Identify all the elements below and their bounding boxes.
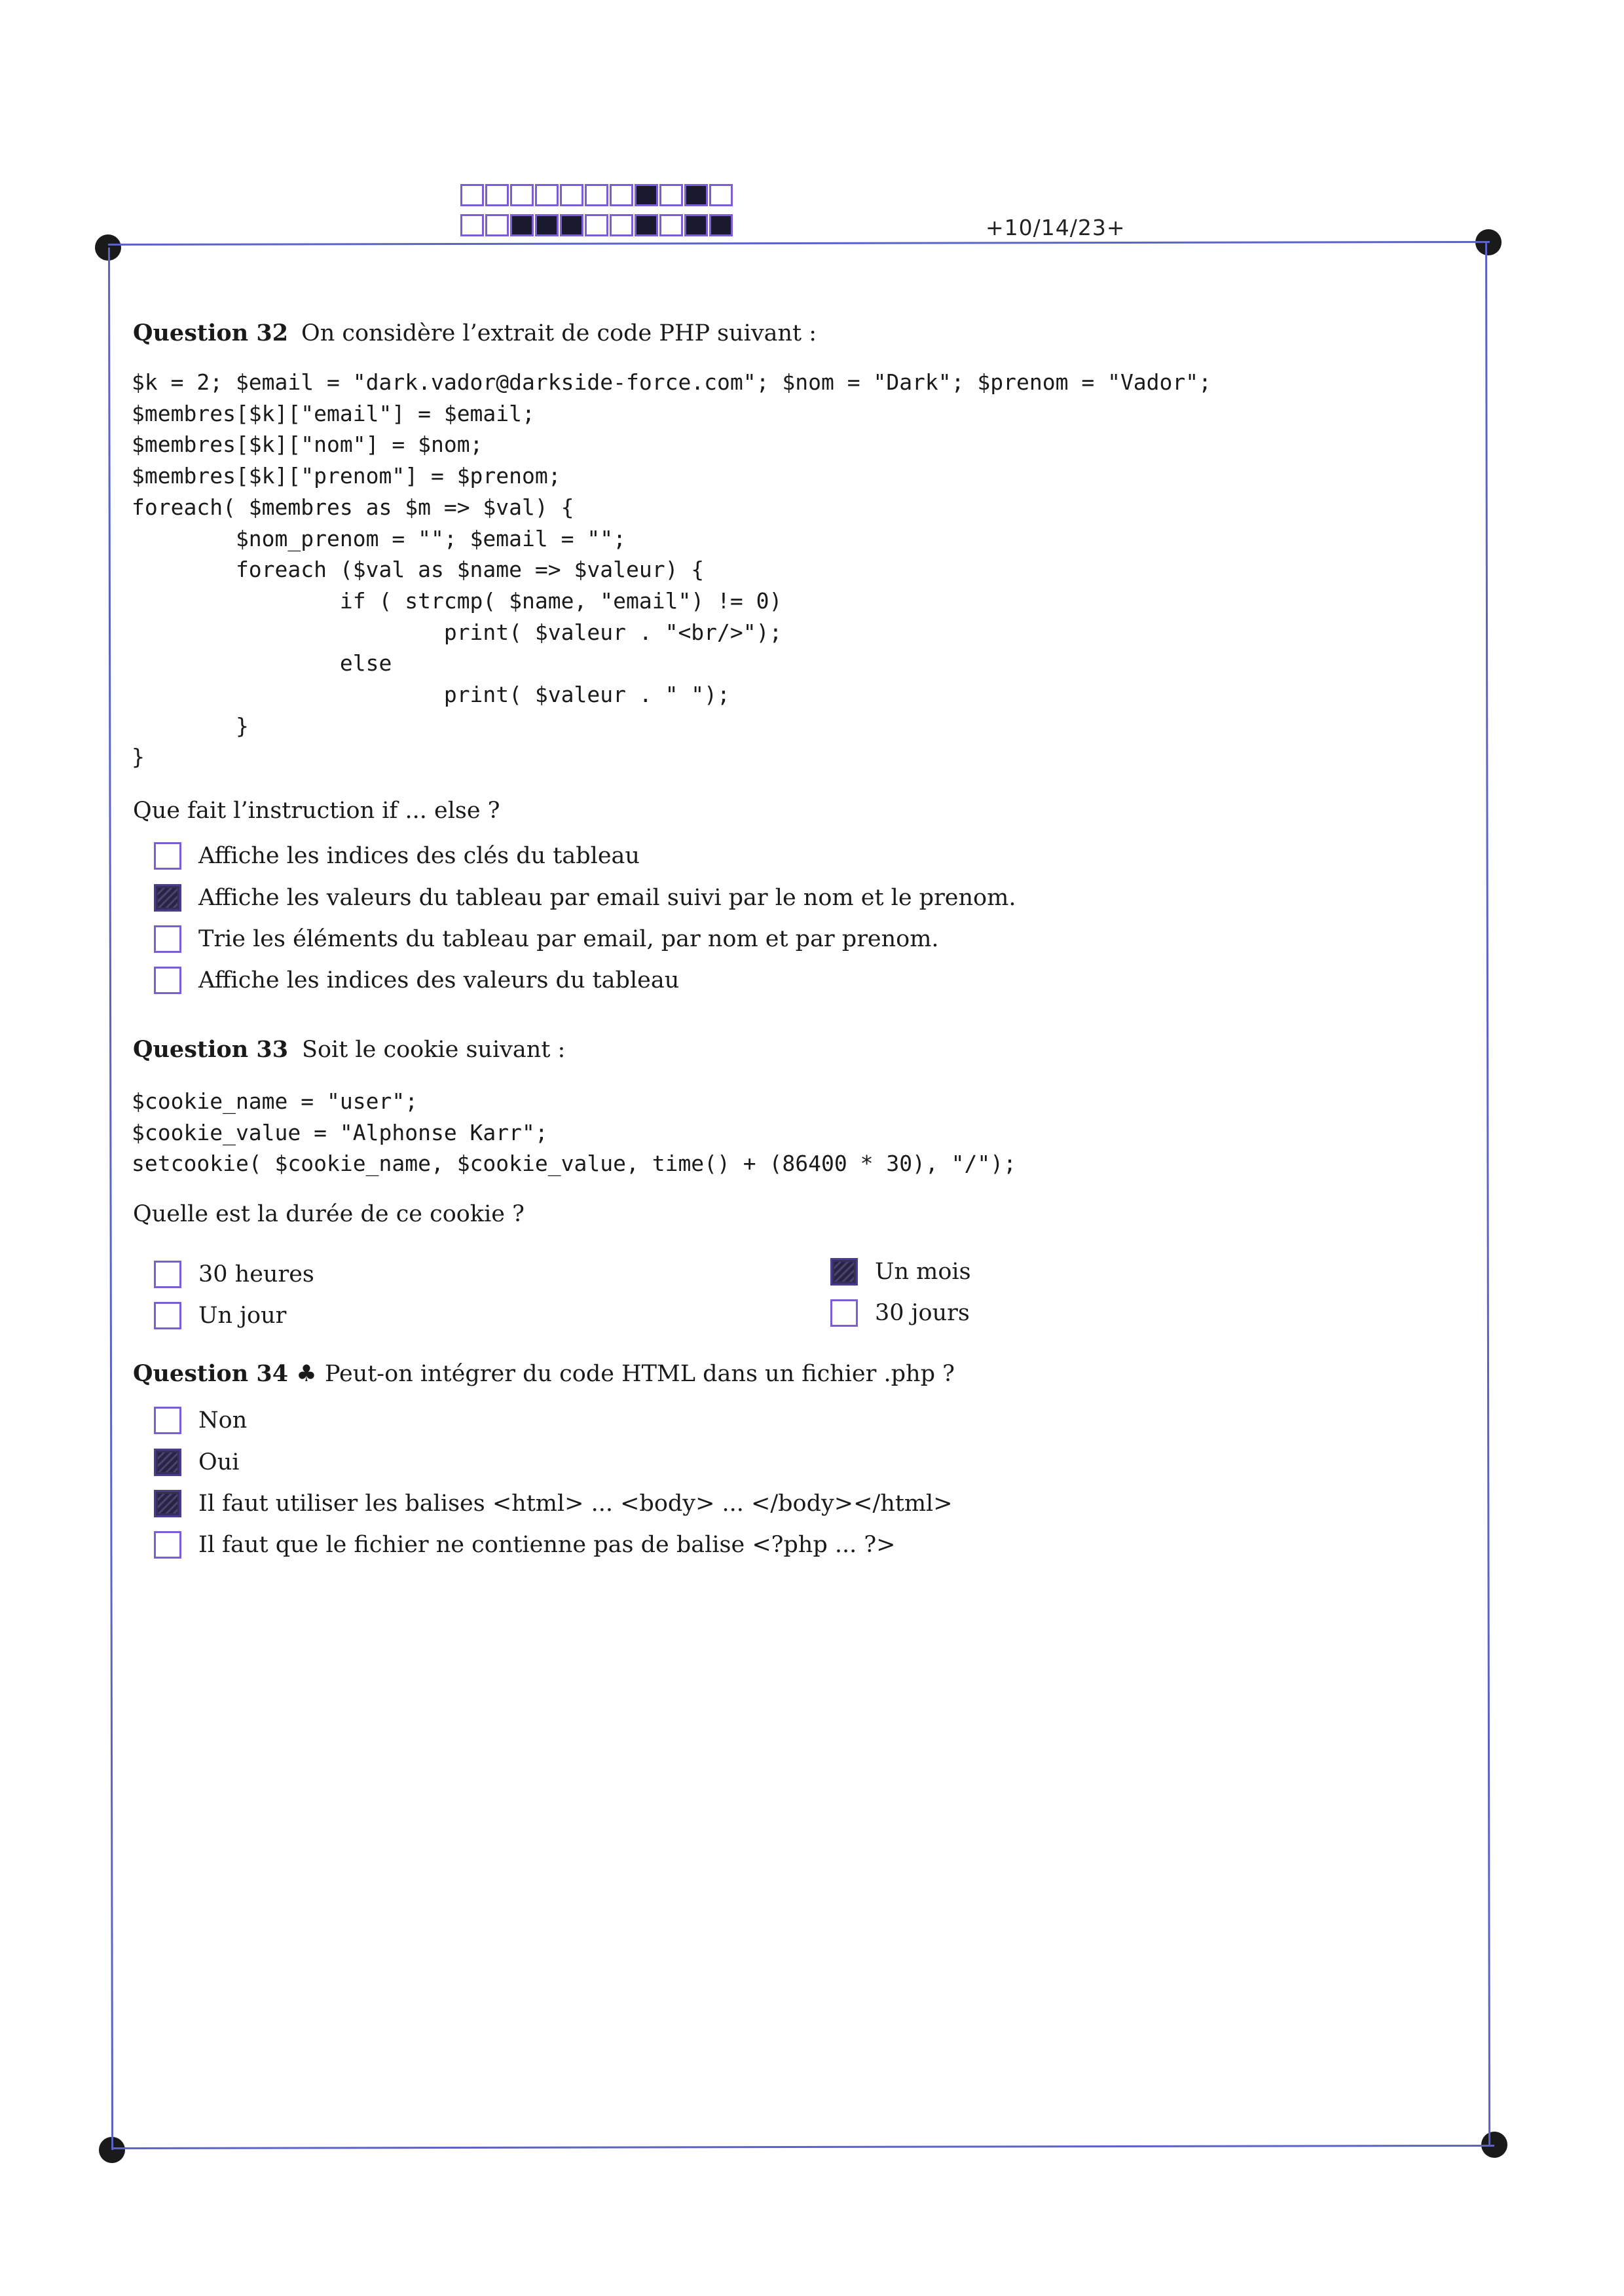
code-bit-11 bbox=[709, 184, 733, 206]
q32-option-3-checkbox[interactable] bbox=[154, 925, 181, 953]
q33-option-2[interactable] bbox=[154, 1302, 286, 1329]
q33-option-4-checkbox[interactable] bbox=[830, 1299, 858, 1327]
question-34-label: Question 34 ♣ bbox=[133, 1360, 317, 1387]
code-bit-9 bbox=[659, 184, 683, 206]
q34-option-2[interactable] bbox=[154, 1449, 239, 1476]
frame-right-line bbox=[1485, 242, 1490, 2145]
code-bit-4 bbox=[535, 214, 559, 236]
q33-option-4[interactable] bbox=[830, 1299, 970, 1327]
q34-option-2-label: Oui bbox=[198, 1449, 240, 1475]
q33-option-3-label: Un mois bbox=[875, 1259, 971, 1285]
code-bit-4 bbox=[535, 184, 559, 206]
code-bit-5 bbox=[560, 184, 583, 206]
question-34-text: Peut-on intégrer du code HTML dans un fichier .php ? bbox=[325, 1361, 955, 1387]
q34-option-3-checkbox[interactable] bbox=[154, 1490, 181, 1517]
code-bit-9 bbox=[659, 214, 683, 236]
q34-option-2-checkbox[interactable] bbox=[154, 1449, 181, 1476]
binary-code-row-1 bbox=[460, 184, 734, 206]
q34-option-1-label: Non bbox=[198, 1407, 248, 1434]
q32-option-4-label: Affiche les indices des valeurs du tableau bbox=[198, 967, 680, 993]
question-32-label: Question 32 bbox=[133, 320, 289, 346]
q34-option-1[interactable] bbox=[154, 1407, 247, 1434]
q33-option-3[interactable] bbox=[830, 1258, 971, 1286]
question-33-code: $cookie_name = "user"; $cookie_value = "Alphonse Karr"; setcookie( $cookie_name, $cookie_value, time() + (86400 * 30), "/"); bbox=[132, 1088, 1017, 1177]
q32-option-1-checkbox[interactable] bbox=[154, 842, 181, 870]
q34-option-3-label: Il faut utiliser les balises <html> ... <body> ... </body></html> bbox=[198, 1491, 953, 1517]
question-32-prompt: Que fait l’instruction if ... else ? bbox=[133, 798, 500, 824]
code-bit-6 bbox=[585, 184, 608, 206]
q33-option-1-label: 30 heures bbox=[198, 1261, 314, 1287]
question-33-prompt: Quelle est la durée de ce cookie ? bbox=[133, 1201, 525, 1227]
code-bit-5 bbox=[560, 214, 583, 236]
code-bit-1 bbox=[460, 184, 484, 206]
q32-option-2-label: Affiche les valeurs du tableau par email suivi par le nom et le prenom. bbox=[198, 885, 1016, 911]
q33-option-4-label: 30 jours bbox=[875, 1300, 970, 1326]
q32-option-1-label: Affiche les indices des clés du tableau bbox=[198, 843, 640, 869]
code-bit-6 bbox=[585, 214, 608, 236]
code-bit-8 bbox=[635, 214, 658, 236]
q33-option-3-checkbox[interactable] bbox=[830, 1258, 858, 1286]
q34-option-4-checkbox[interactable] bbox=[154, 1531, 181, 1559]
question-33-header bbox=[133, 1036, 565, 1063]
question-33-text: Soit le cookie suivant : bbox=[302, 1037, 566, 1063]
code-bit-7 bbox=[610, 184, 633, 206]
code-bit-11 bbox=[709, 214, 733, 236]
q32-option-3-label: Trie les éléments du tableau par email, par nom et par prenom. bbox=[198, 926, 939, 952]
q32-option-1[interactable] bbox=[154, 842, 640, 870]
code-bit-2 bbox=[485, 214, 509, 236]
q32-option-4-checkbox[interactable] bbox=[154, 967, 181, 994]
code-bit-7 bbox=[610, 214, 633, 236]
question-32-text: On considère l’extrait de code PHP suivant : bbox=[301, 320, 817, 346]
code-bit-10 bbox=[684, 184, 708, 206]
q32-option-4[interactable] bbox=[154, 967, 679, 994]
q34-option-3[interactable] bbox=[154, 1490, 953, 1517]
frame-bottom-line bbox=[112, 2145, 1494, 2149]
q33-option-1-checkbox[interactable] bbox=[154, 1261, 181, 1288]
q32-option-2[interactable] bbox=[154, 884, 1016, 912]
q33-option-1[interactable] bbox=[154, 1261, 314, 1288]
q34-option-4-label: Il faut que le fichier ne contienne pas de balise <?php ... ?> bbox=[198, 1532, 896, 1558]
page-id: +10/14/23+ bbox=[986, 215, 1126, 240]
q34-option-1-checkbox[interactable] bbox=[154, 1407, 181, 1434]
binary-code-row-2 bbox=[460, 214, 734, 236]
question-34-header bbox=[133, 1360, 955, 1387]
code-bit-3 bbox=[510, 184, 534, 206]
code-bit-2 bbox=[485, 184, 509, 206]
frame-left-line bbox=[108, 248, 113, 2150]
question-32-header bbox=[133, 320, 817, 346]
q32-option-3[interactable] bbox=[154, 925, 939, 953]
code-bit-1 bbox=[460, 214, 484, 236]
frame-top-line bbox=[108, 241, 1490, 246]
question-32-code: $k = 2; $email = "dark.vador@darkside-force.com"; $nom = "Dark"; $prenom = "Vador"; $membres[$k]["email"] = $email; $membres[$k]["nom"] = $nom; $membres[$k]["prenom"] = $prenom; foreach( $membres as $m => $val) { $nom_prenom = ""; $email = ""; foreach ($val as $name => $valeur) { if ( strcmp( $name, "email") != 0) print( $valeur . "<br/>"); else print( $valeur . " "); } } bbox=[132, 369, 1212, 770]
code-bit-3 bbox=[510, 214, 534, 236]
q34-option-4[interactable] bbox=[154, 1531, 895, 1559]
code-bit-8 bbox=[635, 184, 658, 206]
q33-option-2-checkbox[interactable] bbox=[154, 1302, 181, 1329]
code-bit-10 bbox=[684, 214, 708, 236]
question-33-label: Question 33 bbox=[133, 1036, 289, 1063]
q32-option-2-checkbox[interactable] bbox=[154, 884, 181, 912]
q33-option-2-label: Un jour bbox=[198, 1303, 287, 1329]
